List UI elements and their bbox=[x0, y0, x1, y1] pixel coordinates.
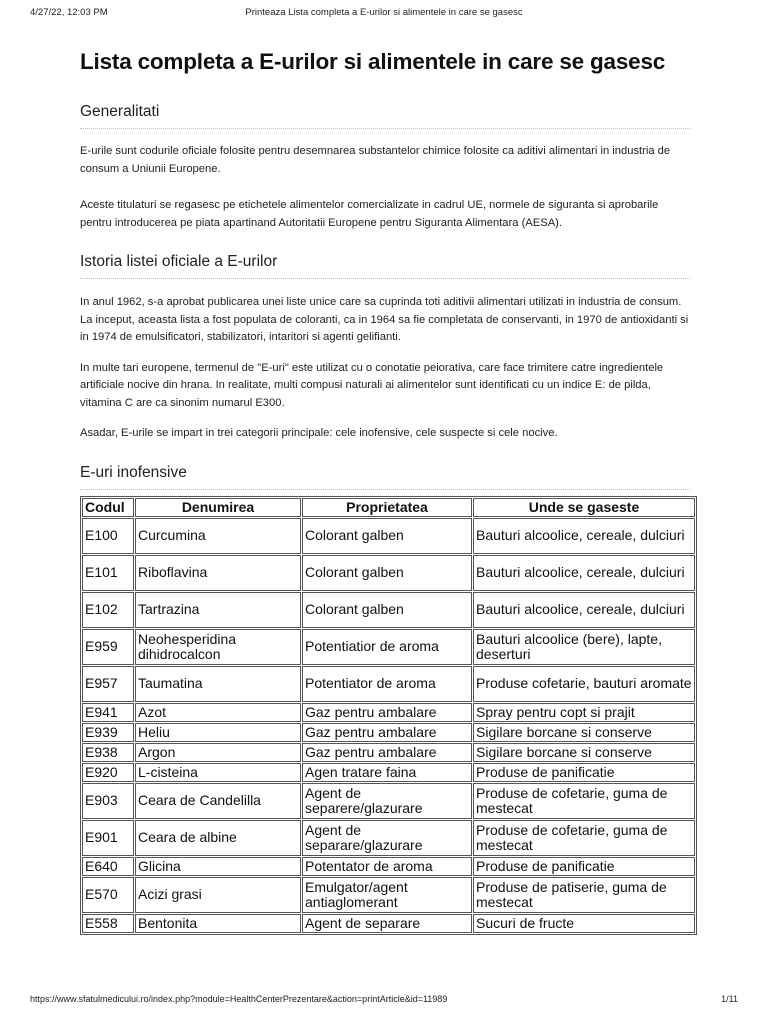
cell-property: Agent de separare/glazurare bbox=[302, 820, 472, 856]
cell-name: Azot bbox=[135, 703, 301, 722]
cell-property: Colorant galben bbox=[302, 518, 472, 554]
article-title: Lista completa a E-urilor si alimentele in care se gasesc bbox=[80, 49, 666, 74]
paragraph: In anul 1962, s-a aprobat publicarea unei liste unice care sa cuprinda toti aditivii alimentari utilizati in industria de consum. La inceput, aceasta lista a fost populata de coloranti, ca in 1964 sa fie completata de conservanti, in 1970 de antioxidanti si in 1974 de emulsificatori, stabilizatori, intaritori si agenti gelifianti. bbox=[80, 296, 689, 343]
cell-property: Agen tratare faina bbox=[302, 763, 472, 782]
table-row bbox=[82, 666, 695, 702]
section-heading: Istoria listei oficiale a E-urilor bbox=[80, 252, 690, 279]
column-header: Proprietatea bbox=[302, 498, 472, 517]
table-row bbox=[82, 592, 695, 628]
column-header: Codul bbox=[82, 498, 134, 517]
cell-where: Spray pentru copt si prajit bbox=[473, 703, 695, 722]
column-header: Denumirea bbox=[135, 498, 301, 517]
cell-name: L-cisteina bbox=[135, 763, 301, 782]
cell-where: Bauturi alcoolice, cereale, dulciuri bbox=[473, 592, 695, 628]
cell-property: Emulgator/agent antiaglomerant bbox=[302, 877, 472, 913]
cell-name: Glicina bbox=[135, 857, 301, 876]
cell-name: Acizi grasi bbox=[135, 877, 301, 913]
table-header-row bbox=[82, 498, 695, 517]
section-heading: Generalitati bbox=[80, 102, 690, 129]
cell-code: E939 bbox=[82, 723, 134, 742]
print-header bbox=[0, 0, 768, 24]
cell-code: E100 bbox=[82, 518, 134, 554]
print-datetime: 4/27/22, 12:03 PM bbox=[30, 7, 108, 18]
table-row bbox=[82, 763, 695, 782]
cell-property: Gaz pentru ambalare bbox=[302, 723, 472, 742]
cell-where: Produse de cofetarie, guma de mestecat bbox=[473, 820, 695, 856]
cell-code: E901 bbox=[82, 820, 134, 856]
cell-where: Produse cofetarie, bauturi aromate bbox=[473, 666, 695, 702]
print-footer bbox=[0, 994, 768, 1014]
cell-property: Gaz pentru ambalare bbox=[302, 743, 472, 762]
cell-where: Bauturi alcoolice, cereale, dulciuri bbox=[473, 555, 695, 591]
cell-name: Heliu bbox=[135, 723, 301, 742]
cell-code: E957 bbox=[82, 666, 134, 702]
cell-where: Produse de patiserie, guma de mestecat bbox=[473, 877, 695, 913]
cell-where: Produse de cofetarie, guma de mestecat bbox=[473, 783, 695, 819]
table-row bbox=[82, 518, 695, 554]
cell-code: E903 bbox=[82, 783, 134, 819]
cell-property: Colorant galben bbox=[302, 555, 472, 591]
section-istoria bbox=[80, 252, 690, 443]
cell-property: Potentiator de aroma bbox=[302, 666, 472, 702]
cell-name: Riboflavina bbox=[135, 555, 301, 591]
cell-where: Bauturi alcoolice, cereale, dulciuri bbox=[473, 518, 695, 554]
cell-code: E102 bbox=[82, 592, 134, 628]
cell-code: E570 bbox=[82, 877, 134, 913]
section-generalitati bbox=[80, 102, 690, 232]
section-e-uri-inofensive bbox=[80, 463, 690, 935]
section-heading: E-uri inofensive bbox=[80, 463, 690, 490]
cell-code: E920 bbox=[82, 763, 134, 782]
cell-property: Colorant galben bbox=[302, 592, 472, 628]
cell-code: E640 bbox=[82, 857, 134, 876]
table-row bbox=[82, 820, 695, 856]
cell-where: Bauturi alcoolice (bere), lapte, deserturi bbox=[473, 629, 695, 665]
cell-name: Ceara de Candelilla bbox=[135, 783, 301, 819]
cell-where: Sigilare borcane si conserve bbox=[473, 743, 695, 762]
paragraph: E-urile sunt codurile oficiale folosite pentru desemnarea substantelor chimice folosite ca aditivi alimentari in industria de consum a Uniunii Europene. bbox=[80, 145, 671, 175]
table-row bbox=[82, 555, 695, 591]
table-row bbox=[82, 783, 695, 819]
cell-name: Tartrazina bbox=[135, 592, 301, 628]
e-numbers-table bbox=[80, 496, 697, 935]
cell-name: Taumatina bbox=[135, 666, 301, 702]
cell-where: Sucuri de fructe bbox=[473, 914, 695, 933]
paragraph: In multe tari europene, termenul de "E-uri" este utilizat cu o conotatie peiorativa, care face trimitere catre ingredientele artificiale nocive din hrana. In realitate, multi compusi naturali ai alimentelor sunt identificati cu un indice E: de pilda, vitamina C are ca sinonim numarul E300. bbox=[80, 361, 664, 409]
cell-property: Agent de separere/glazurare bbox=[302, 783, 472, 819]
cell-name: Neohesperidina dihidrocalcon bbox=[135, 629, 301, 665]
cell-property: Potentiatior de aroma bbox=[302, 629, 472, 665]
cell-property: Potentator de aroma bbox=[302, 857, 472, 876]
cell-property: Gaz pentru ambalare bbox=[302, 703, 472, 722]
cell-property: Agent de separare bbox=[302, 914, 472, 933]
table-row bbox=[82, 743, 695, 762]
cell-where: Produse de panificatie bbox=[473, 857, 695, 876]
cell-where: Produse de panificatie bbox=[473, 763, 695, 782]
table-row bbox=[82, 723, 695, 742]
paragraph: Aceste titulaturi se regasesc pe etichetele alimentelor comercializate in cadrul UE, normele de siguranta si aprobarile pentru introducerea pe piata apartinand Autoritatii Europene pentru Siguranta Alimentara (AESA). bbox=[80, 199, 659, 229]
cell-name: Bentonita bbox=[135, 914, 301, 933]
table-row bbox=[82, 629, 695, 665]
paragraph: Asadar, E-urile se impart in trei categorii principale: cele inofensive, cele suspecte si cele nocive. bbox=[80, 427, 558, 439]
column-header: Unde se gaseste bbox=[473, 498, 695, 517]
cell-name: Ceara de albine bbox=[135, 820, 301, 856]
article bbox=[80, 44, 690, 935]
table-row bbox=[82, 877, 695, 913]
cell-where: Sigilare borcane si conserve bbox=[473, 723, 695, 742]
cell-name: Argon bbox=[135, 743, 301, 762]
table-row bbox=[82, 703, 695, 722]
print-url: https://www.sfatulmedicului.ro/index.php?module=HealthCenterPrezentare&action=printArticle&id=11989 bbox=[30, 994, 448, 1004]
cell-code: E941 bbox=[82, 703, 134, 722]
table-row bbox=[82, 914, 695, 933]
cell-code: E101 bbox=[82, 555, 134, 591]
table-body bbox=[82, 518, 695, 933]
cell-code: E959 bbox=[82, 629, 134, 665]
cell-name: Curcumina bbox=[135, 518, 301, 554]
page-number: 1/11 bbox=[721, 994, 738, 1004]
cell-code: E558 bbox=[82, 914, 134, 933]
print-page-title: Printeaza Lista completa a E-urilor si alimentele in care se gasesc bbox=[245, 7, 523, 18]
cell-code: E938 bbox=[82, 743, 134, 762]
table-row bbox=[82, 857, 695, 876]
